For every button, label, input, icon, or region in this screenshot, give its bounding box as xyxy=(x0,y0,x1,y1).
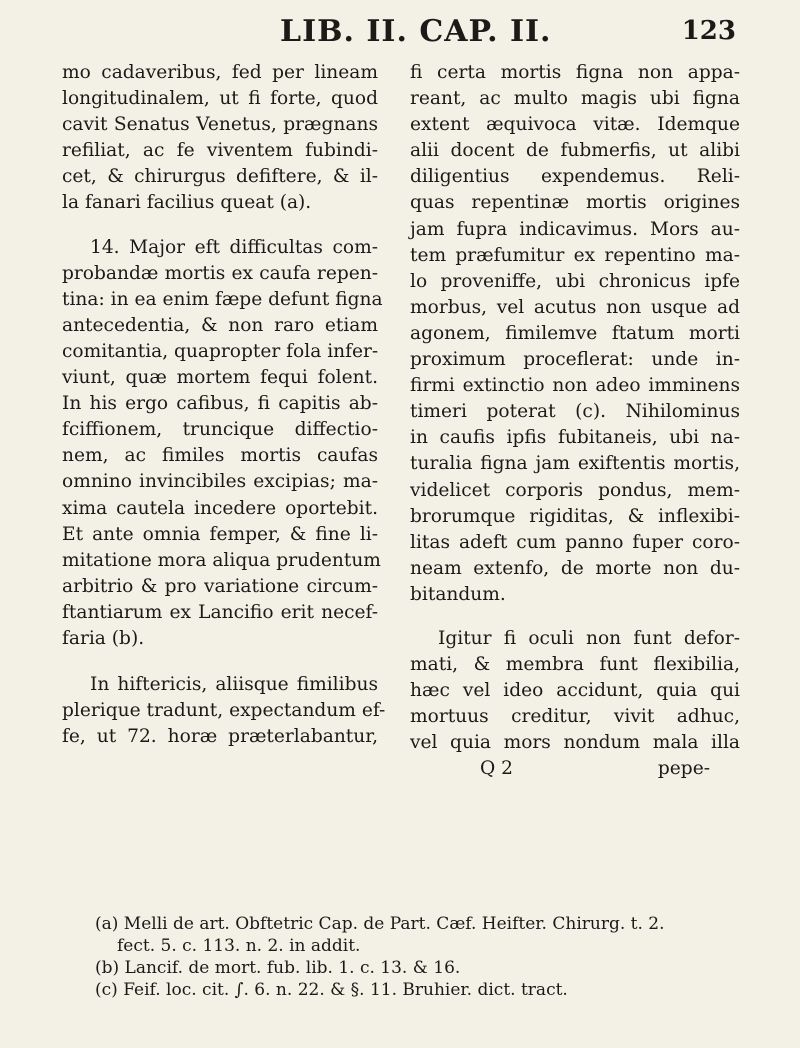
text-line: In his ergo cafibus, fi capitis ab- xyxy=(62,393,378,415)
signature-line xyxy=(410,756,710,782)
text-line: antecedentia, & non raro etiam xyxy=(62,314,378,336)
right-column xyxy=(410,60,740,783)
paragraph-gap xyxy=(410,608,740,626)
text-line: ftantiarum ex Lancifio erit necef- xyxy=(62,601,378,623)
text-line: faria (b). xyxy=(62,627,145,649)
catchword: pepe- xyxy=(657,758,710,780)
text-line: vel quia mors nondum mala illa xyxy=(410,732,740,754)
text-line: lo proveniffe, ubi chronicus ipfe xyxy=(410,270,740,292)
text-line: omnino invincibiles excipias; ma- xyxy=(62,471,378,493)
text-line: bitandum. xyxy=(410,583,506,605)
running-head xyxy=(0,6,800,50)
text-line: comitantia, quapropter fola infer- xyxy=(62,340,379,362)
text-line: turalia figna jam exiftentis mortis, xyxy=(410,453,740,475)
text-line: reant, ac multo magis ubi figna xyxy=(410,88,740,110)
text-line: mortuus creditur, vivit adhuc, xyxy=(410,706,740,728)
text-line: 14. Major eft difficultas com- xyxy=(90,236,378,258)
text-line: In hiftericis, aliisque fimilibus xyxy=(90,674,378,696)
text-line: arbitrio & pro variatione circum- xyxy=(62,575,378,597)
footnotes xyxy=(95,913,755,1001)
text-line: tem præfumitur ex repentino ma- xyxy=(410,244,740,266)
text-line: viunt, quæ mortem fequi folent. xyxy=(62,367,378,389)
text-line: la fanari facilius queat (a). xyxy=(62,192,312,214)
text-line: fciffionem, truncique diffectio- xyxy=(62,419,378,441)
text-line: morbus, vel acutus non usque ad xyxy=(410,296,740,318)
signature-mark: Q 2 xyxy=(480,758,513,780)
text-line: xima cautela incedere oportebit. xyxy=(62,497,378,519)
text-line: diligentius expendemus. Reli- xyxy=(410,166,740,188)
text-line: mitatione mora aliqua prudentum xyxy=(62,549,381,571)
text-line: cavit Senatus Venetus, prægnans xyxy=(62,114,378,136)
text-line: timeri poterat (c). Nihilominus xyxy=(410,401,740,423)
footnote-c: (c) Feif. loc. cit. ∫. 6. n. 22. & §. 11. Bruhier. dict. tract. xyxy=(95,980,568,1000)
running-title: LIB. II. CAP. II. xyxy=(280,14,552,49)
text-line: plerique tradunt, expectandum ef- xyxy=(62,700,386,722)
text-line: firmi extinctio non adeo imminens xyxy=(410,375,740,397)
text-line: hæc vel ideo accidunt, quia qui xyxy=(410,680,740,702)
footnote-b: (b) Lancif. de mort. fub. lib. 1. c. 13. & 16. xyxy=(95,958,461,978)
paragraph-gap xyxy=(62,217,378,235)
text-line: refiliat, ac fe viventem fubindi- xyxy=(62,140,378,162)
text-line: brorumque rigiditas, & inflexibi- xyxy=(410,505,740,527)
text-line: neam extenfo, de morte non du- xyxy=(410,557,740,579)
page-number: 123 xyxy=(681,16,736,46)
text-line: fi certa mortis figna non appa- xyxy=(410,62,740,83)
text-line: litas adeft cum panno fuper coro- xyxy=(410,531,740,553)
text-line: mati, & membra funt flexibilia, xyxy=(410,654,740,676)
text-line: cet, & chirurgus defiftere, & il- xyxy=(62,166,378,188)
text-line: videlicet corporis pondus, mem- xyxy=(410,479,740,501)
left-column xyxy=(62,60,386,750)
text-line: extent æquivoca vitæ. Idemque xyxy=(410,114,740,136)
text-line: proximum proceflerat: unde in- xyxy=(410,349,740,371)
text-line: tina: in ea enim fæpe defunt figna xyxy=(62,288,383,310)
text-line: alii docent de fubmerfis, ut alibi xyxy=(410,140,740,162)
text-line: fe, ut 72. horæ præterlabantur, xyxy=(62,726,378,748)
text-line: Igitur fi oculi non funt defor- xyxy=(438,627,740,649)
text-line: agonem, fimilemve ftatum morti xyxy=(410,322,740,344)
text-line: in caufis ipfis fubitaneis, ubi na- xyxy=(410,427,740,449)
text-line: jam fupra indicavimus. Mors au- xyxy=(410,218,740,240)
text-line: Et ante omnia femper, & fine li- xyxy=(62,523,378,545)
text-line: mo cadaveribus, fed per lineam xyxy=(62,62,378,83)
text-line: nem, ac fimiles mortis caufas xyxy=(62,445,378,467)
text-line: quas repentinæ mortis origines xyxy=(410,192,740,214)
text-line: probandæ mortis ex caufa repen- xyxy=(62,262,378,284)
paragraph-gap xyxy=(62,652,378,672)
text-line: longitudinalem, ut fi forte, quod xyxy=(62,88,378,110)
footnote-a-continuation: fect. 5. c. 113. n. 2. in addit. xyxy=(117,936,361,956)
footnote-a: (a) Melli de art. Obftetric Cap. de Part. Cæf. Heifter. Chirurg. t. 2. xyxy=(95,914,665,934)
